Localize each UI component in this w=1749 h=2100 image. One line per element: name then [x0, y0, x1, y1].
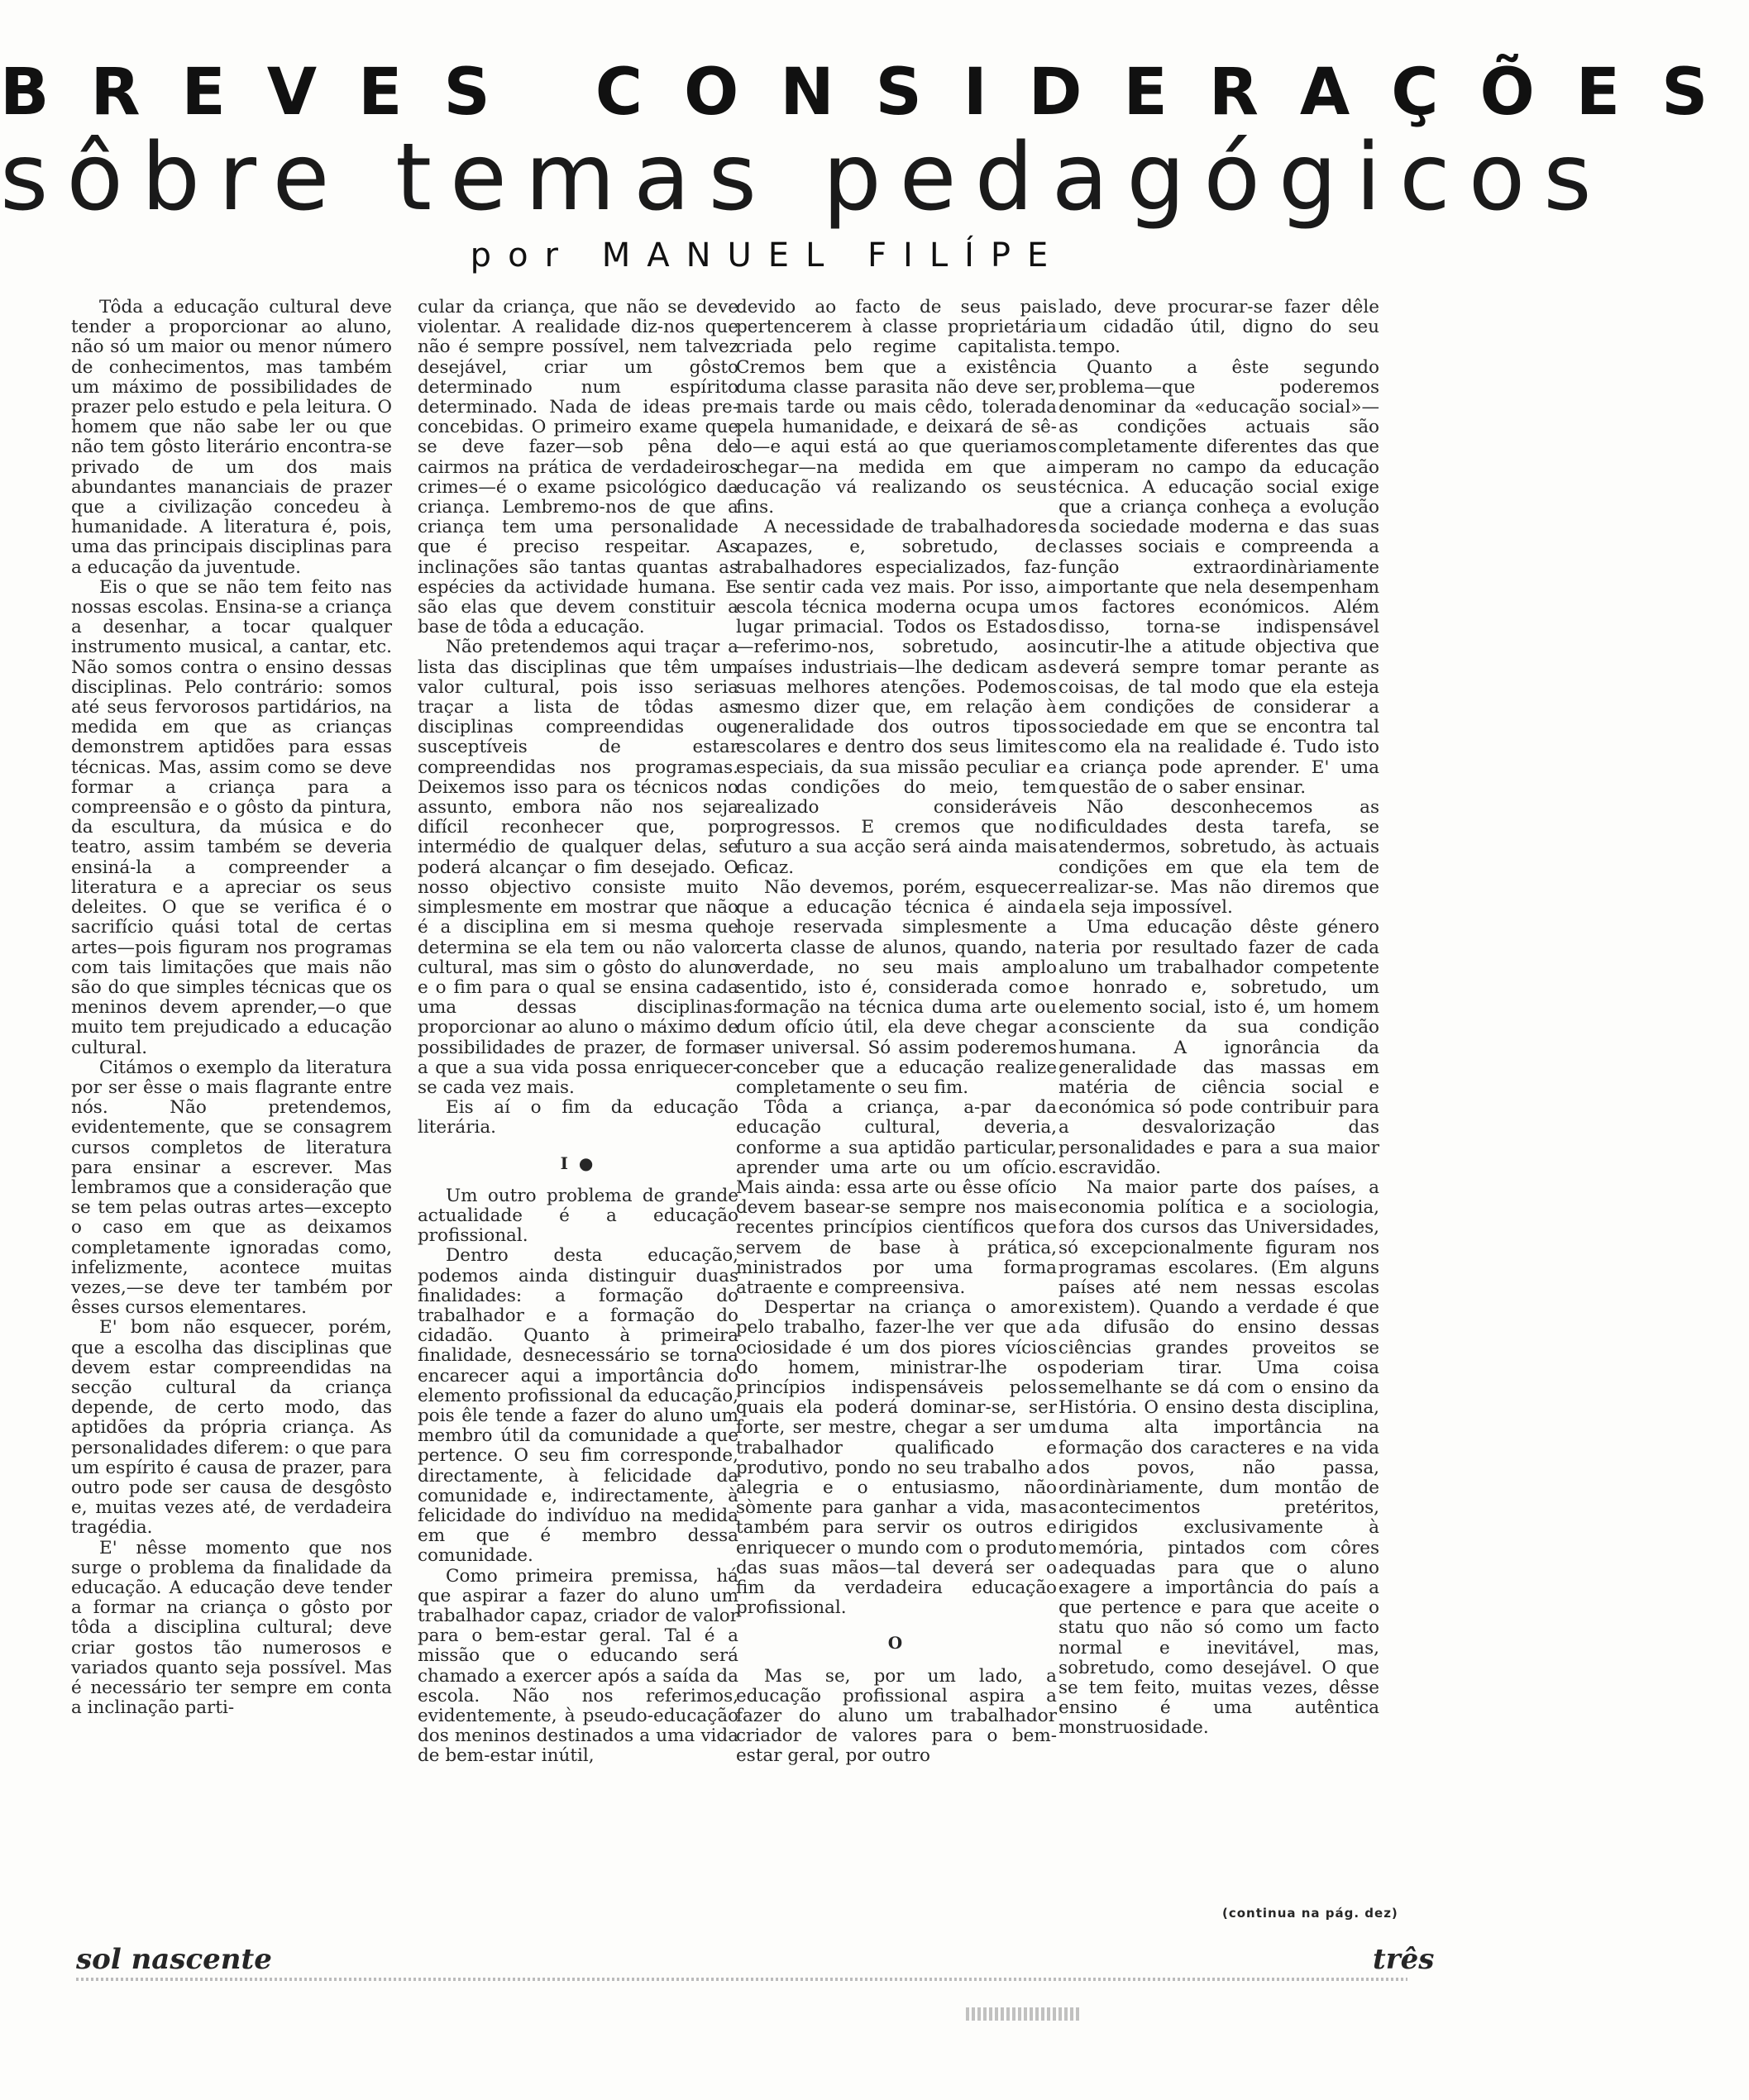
paragraph: E' nêsse momento que nos surge o problema da finalidade da educação. A educação deve tender a formar na criança o gôsto por tôda a disciplina cultural; deve criar gostos tão numerosos e variados quanto seja possível. Mas é necessário ter sempre em conta a inclinação parti- [71, 1537, 392, 1719]
headline-line-1: BREVES CONSIDERAÇÕES [0, 55, 1749, 130]
continued-note: (continua na pág. dez) [1222, 1906, 1398, 1921]
paragraph: Não devemos, porém, esquecer que a educação técnica é ainda hoje reservada simplesmente a certa classe de alunos, quando, na verdade, no seu mais amplo sentido, isto é, considerada como formação na técnica duma arte ou dum ofício útil, ela deve chegar a ser universal. Só assim poderemos conceber que a educação realize completamente o seu fim. [736, 876, 1057, 1098]
section-separator: O [887, 1633, 906, 1654]
paragraph: Despertar na criança o amor pelo trabalho, fazer-lhe ver que a ociosidade é um dos piores vícios do homem, ministrar-lhe os princípios indispensáveis pelos quais ela poderá dominar-se, ser forte, ser mestre, chegar a ser um trabalhador qualificado e produtivo, pondo no seu trabalho a alegria e o entusiasmo, não sòmente para ganhar a vida, mas também para servir os outros e enriquecer o mundo com o produto das suas mãos—tal deverá ser o fim da verdadeira educação profissional. [736, 1297, 1057, 1619]
paragraph: cular da criança, que não se deve violentar. A realidade diz-nos que não é sempre possível, nem talvez desejável, criar um gôsto determinado num espírito determinado. Nada de ideas pre-concebidas. O primeiro exame que se deve fazer—sob pêna de cairmos na prática de verdadeiros crimes—é o exame psicológico da criança. Lembremo-nos de que a criança tem uma personalidade que é preciso respeitar. As inclinações são tantas quantas as espécies da actividade humana. E são elas que devem constituir a base de tôda a educação. [418, 297, 738, 638]
paragraph: Eis o que se não tem feito nas nossas escolas. Ensina-se a criança a desenhar, a tocar qualquer instrumento musical, a cantar, etc. Não somos contra o ensino dessas disciplinas. Pelo contrário: somos até seus fervorosos partidários, na medida em que as crianças demonstrem aptidões para essas técnicas. Mas, assim como se deve formar a criança para a compreensão e o gôsto da pintura, da escultura, da música e do teatro, assim também se deveria ensiná-la a compreender a literatura e a apreciar os seus deleites. O que se verifica é o sacrifício quási total de certas artes—pois figuram nos programas com tais limitações que mais não são do que simples técnicas que os meninos devem aprender,—o que muito tem prejudicado a educação cultural. [71, 576, 392, 1058]
section-separator: I ● [560, 1153, 596, 1173]
paragraph: Tôda a educação cultural deve tender a proporcionar ao aluno, não só um maior ou menor número de conhecimentos, mas também um máximo de possibilidades de prazer pelo estudo e pela leitura. O homem que não sabe ler ou que não tem gôsto literário encontra-se privado de um dos mais abundantes mananciais de prazer que a civilização concedeu à humanidade. A literatura é, pois, uma das principais disciplinas para a educação da juventude. [71, 297, 392, 578]
paragraph: E' bom não esquecer, porém, que a escolha das disciplinas que devem estar compreendidas na secção cultural da criança depende, de certo modo, das aptidões da própria criança. As personalidades diferem: o que para um espírito é causa de prazer, para outro pode ser causa de desgôsto e, muitas vezes até, de verdadeira tragédia. [71, 1317, 392, 1539]
paragraph: Citámos o exemplo da literatura por ser êsse o mais flagrante entre nós. Não pretendemos, evidentemente, que se consagrem cursos completos de literatura para ensinar a escrever. Mas lembramos que a consideração que se tem pelas outras artes—excepto o caso em que as deixamos completamente ignoradas como, infelizmente, acontece muitas vezes,—se deve ter também por êsses cursos elementares. [71, 1057, 392, 1319]
paragraph: devido ao facto de seus pais pertencerem à classe proprietária criada pelo regime capitalista. Cremos bem que a existência duma classe parasita não deve ser, mais tarde ou mais cêdo, tolerada pela humanidade, e deixará de sê-lo—e aqui está ao que queriamos chegar—na medida em que a educação vá realizando os seus fins. [736, 297, 1057, 518]
paragraph: Um outro problema de grande actualidade é a educação profissional. [418, 1185, 738, 1247]
publication-name: sol nascente [76, 1943, 272, 1976]
article-column-2 [418, 298, 738, 1959]
paragraph: Mas se, por um lado, a educação profissional aspira a fazer do aluno um trabalhador criador de valores para o bem-estar geral, por outro [736, 1665, 1057, 1767]
headline-line-2: sôbre temas pedagógicos [0, 124, 1610, 231]
page-number: três [1373, 1943, 1435, 1976]
paragraph: Na maior parte dos países, a economia política e a sociologia, fora dos cursos das Universidades, só excepcionalmente figuram nos programas escolares. (Em alguns países até nem nessas escolas existem). Quando a verdade é que da difusão do ensino dessas ciências grandes proveitos se poderiam tirar. Uma coisa semelhante se dá com o ensino da História. O ensino desta disciplina, duma alta importância na formação dos caracteres e na vida dos povos, não passa, ordinàriamente, dum montão de acontecimentos pretéritos, dirigidos exclusivamente à memória, pintados com côres adequadas para que o aluno exagere a importância do país a que pertence e para que aceite o statu quo não só como um facto normal e inevitável, mas, sobretudo, como desejável. O que se tem feito, muitas vezes, dêsse ensino é uma autêntica monstruosidade. [1058, 1176, 1379, 1739]
paragraph: Não pretendemos aqui traçar a lista das disciplinas que têm um valor cultural, pois isso seria traçar a lista de tôdas as disciplinas compreendidas ou susceptíveis de estar compreendidas nos programas. Deixemos isso para os técnicos no assunto, embora não nos seja difícil reconhecer que, por intermédio de qualquer delas, se poderá alcançar o fim desejado. O nosso objectivo consiste muito simplesmente em mostrar que não é a disciplina em si mesma que determina se ela tem ou não valor cultural, mas sim o gôsto do aluno e o fim para o qual se ensina cada uma dessas disciplinas: proporcionar ao aluno o máximo de possibilidades de prazer, de forma a que a sua vida possa enriquecer-se cada vez mais. [418, 637, 739, 1098]
byline: por MANUEL FILÍPE [470, 236, 1065, 274]
article-column-4 [1058, 298, 1379, 1959]
paragraph: Eis aí o fim da educação literária. [418, 1097, 738, 1138]
article-column-3 [736, 298, 1057, 1959]
paragraph: Quanto a êste segundo problema—que poderemos denominar da «educação social»—as condições actuais são completamente diferentes das que imperam no campo da educação técnica. A educação social exige que a criança conheça a evolução da sociedade moderna e das suas classes sociais e compreenda a função extraordinàriamente importante que nela desempenham os factores económicos. Além disso, torna-se indispensável incutir-lhe a atitude objectiva que deverá sempre tomar perante as coisas, de tal modo que ela esteja em condições de considerar a sociedade em que se encontra tal como ela na realidade é. Tudo isto a criança pode aprender. E' uma questão de o saber ensinar. [1058, 356, 1379, 798]
paragraph: Não desconhecemos as dificuldades desta tarefa, se atendermos, sobretudo, às actuais condições em que ela tem de realizar-se. Mas não diremos que ela seja impossível. [1058, 797, 1379, 919]
paragraph: lado, deve procurar-se fazer dêle um cidadão útil, digno do seu tempo. [1058, 297, 1379, 358]
paragraph: Uma educação dêste género teria por resultado fazer de cada aluno um trabalhador competente e honrado e, sobretudo, um elemento social, isto é, um homem consciente da sua condição humana. A ignorância da generalidade das massas em matéria de ciência social e económica só pode contribuir para a desvalorização das personalidades e para a sua maior escravidão. [1058, 917, 1379, 1178]
paragraph: A necessidade de trabalhadores capazes, e, sobretudo, de trabalhadores especializados, faz-se sentir cada vez mais. Por isso, a escola técnica moderna ocupa um lugar primacial. Todos os Estados—referimo-nos, sobretudo, aos países industriais—lhe dedicam as suas melhores atenções. Podemos mesmo dizer que, em relação à generalidade dos outros tipos escolares e dentro dos seus limites especiais, da sua missão peculiar e das condições do meio, tem realizado consideráveis progressos. E cremos que no futuro a sua acção será ainda mais eficaz. [736, 517, 1057, 878]
paragraph: Dentro desta educação, podemos ainda distinguir duas finalidades: a formação do trabalhador e a formação do cidadão. Quanto à primeira finalidade, desnecessário se torna encarecer aqui a importância do elemento profissional da educação, pois êle tende a fazer do aluno um membro útil da comunidade a que pertence. O seu fim corresponde, directamente, à felicidade da comunidade e, indirectamente, à felicidade do indivíduo na medida em que é membro dessa comunidade. [418, 1245, 738, 1567]
paragraph: Como primeira premissa, há que aspirar a fazer do aluno um trabalhador capaz, criador de valor para o bem-estar geral. Tal é a missão que o educando será chamado a exercer após a saída da escola. Não nos referimos, evidentemente, à pseudo-educação dos meninos destinados a uma vida de bem-estar inútil, [418, 1565, 738, 1767]
print-smudge [966, 2007, 1082, 2021]
footer-rule [76, 1978, 1407, 1981]
article-column-1 [71, 298, 392, 1959]
paragraph: Tôda a criança, a-par da educação cultural, deveria, conforme a sua aptidão particular, aprender uma arte ou um ofício. Mais ainda: essa arte ou êsse ofício devem basear-se sempre nos mais recentes princípios científicos que servem de base à prática, ministrados por uma forma atraente e compreensiva. [736, 1097, 1057, 1298]
